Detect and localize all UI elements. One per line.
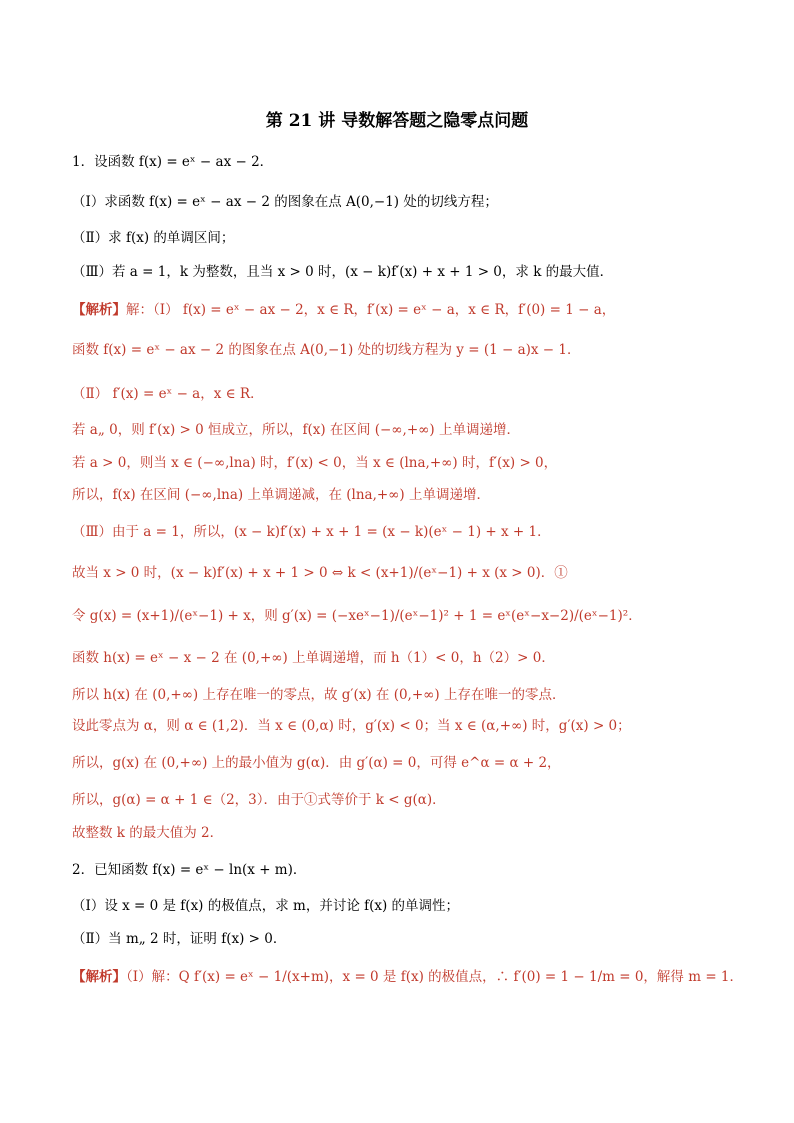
solution-1-line-10: 函数 h(x) = eˣ − x − 2 在 (0,+∞) 上单调递增，而 h（1）< 0，h（2）> 0． [72, 650, 555, 666]
solution-1-line-15: 故整数 k 的最大值为 2． [72, 825, 224, 841]
solution-1-line-8: 故当 x > 0 时，(x − k)f′(x) + x + 1 > 0 ⇔ k < (x+1)/(eˣ−1) + x (x > 0)．① [72, 565, 568, 581]
solution-1-line-2: 函数 f(x) = eˣ − ax − 2 的图象在点 A(0,−1) 处的切线方程为 y = (1 − a)x − 1． [72, 342, 581, 358]
problem-1-part-3: （Ⅲ）若 a = 1，k 为整数，且当 x > 0 时，(x − k)f′(x) + x + 1 > 0，求 k 的最大值． [72, 264, 614, 280]
solution-1-line-4: 若 a„ 0，则 f′(x) > 0 恒成立，所以，f(x) 在区间 (−∞,+∞) 上单调递增． [72, 422, 520, 438]
solution-1-line-12: 设此零点为 α，则 α ∈ (1,2)．当 x ∈ (0,α) 时，g′(x) < 0；当 x ∈ (α,+∞) 时，g′(x) > 0； [72, 718, 631, 734]
analysis-tag: 【解析】 [72, 302, 126, 318]
solution-1-line-13: 所以，g(x) 在 (0,+∞) 上的最小值为 g(α)．由 g′(α) = 0，可得 e^α = α + 2， [72, 755, 561, 771]
analysis-tag: 【解析】 [72, 969, 126, 985]
solution-1-line-11: 所以 h(x) 在 (0,+∞) 上存在唯一的零点，故 g′(x) 在 (0,+∞) 上存在唯一的零点． [72, 687, 566, 703]
problem-1-part-1: （Ⅰ）求函数 f(x) = eˣ − ax − 2 的图象在点 A(0,−1) 处的切线方程； [72, 194, 498, 210]
solution-2-line-1: 【解析】（Ⅰ）解：Q f′(x) = eˣ − 1/(x+m)，x = 0 是 f(x) 的极值点，∴ f′(0) = 1 − 1/m = 0，解得 m = 1． [72, 969, 744, 985]
problem-2-part-1: （Ⅰ）设 x = 0 是 f(x) 的极值点，求 m，并讨论 f(x) 的单调性； [72, 898, 460, 914]
solution-1-line-7: （Ⅲ）由于 a = 1，所以，(x − k)f′(x) + x + 1 = (x − k)(eˣ − 1) + x + 1． [72, 524, 551, 540]
problem-2-statement: 2．已知函数 f(x) = eˣ − ln(x + m)． [72, 862, 307, 878]
solution-1-line-5: 若 a > 0，则当 x ∈ (−∞,lna) 时，f′(x) < 0，当 x ∈ (lna,+∞) 时，f′(x) > 0， [72, 455, 558, 471]
solution-1-line-6: 所以，f(x) 在区间 (−∞,lna) 上单调递减，在 (lna,+∞) 上单调递增． [72, 487, 490, 503]
solution-1-line-1: 【解析】解：（Ⅰ） f(x) = eˣ − ax − 2，x ∈ R，f′(x) = eˣ − a，x ∈ R，f′(0) = 1 − a， [72, 302, 616, 318]
solution-1-line-14: 所以，g(α) = α + 1 ∈（2，3）．由于①式等价于 k < g(α)． [72, 792, 446, 808]
problem-1-statement: 1．设函数 f(x) = eˣ − ax − 2． [72, 154, 274, 170]
page-title: 第 21 讲 导数解答题之隐零点问题 [265, 111, 529, 131]
problem-2-part-2: （Ⅱ）当 m„ 2 时，证明 f(x) > 0． [72, 931, 287, 947]
solution-1-line-9: 令 g(x) = (x+1)/(eˣ−1) + x，则 g′(x) = (−xeˣ−1)/(eˣ−1)² + 1 = eˣ(eˣ−x−2)/(eˣ−1)²． [72, 608, 642, 624]
solution-1-line-3: （Ⅱ） f′(x) = eˣ − a，x ∈ R． [72, 386, 264, 402]
problem-1-part-2: （Ⅱ）求 f(x) 的单调区间； [72, 230, 235, 246]
